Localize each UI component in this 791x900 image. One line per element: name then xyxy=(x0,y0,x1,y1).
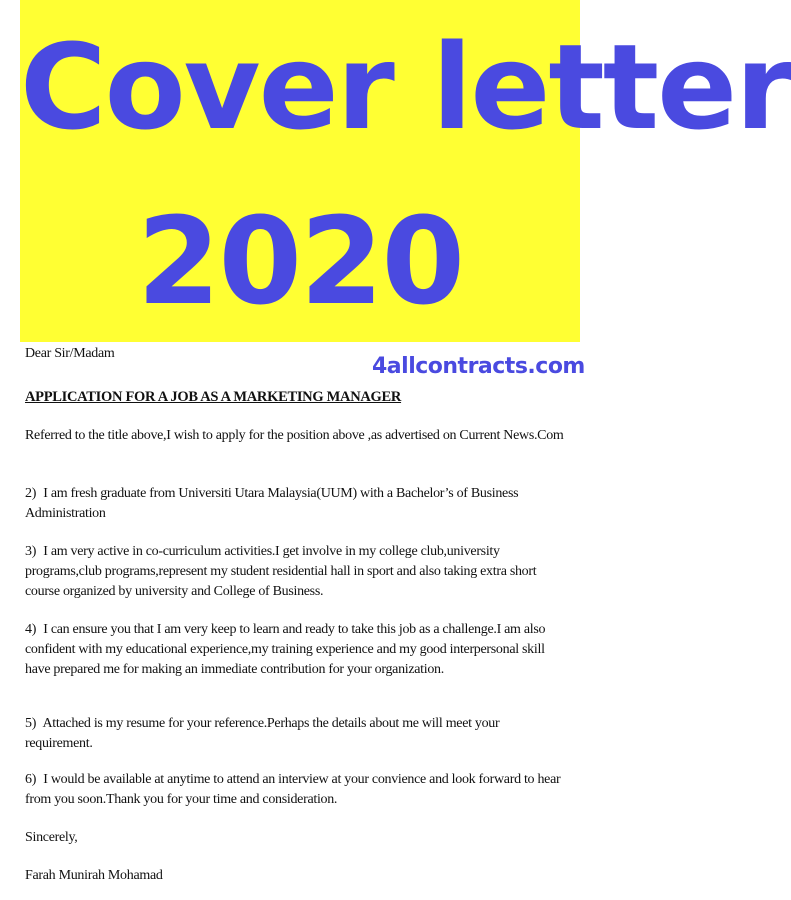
site-watermark: 4allcontracts.com xyxy=(372,354,585,379)
paragraph-number: 5) xyxy=(25,716,37,731)
banner-year: 2020 xyxy=(137,193,463,332)
paragraph-text: Attached is my resume for your reference.Perhaps the details about me will meet your requirement. xyxy=(25,716,500,751)
letter-subject: APPLICATION FOR A JOB AS A MARKETING MANAGER xyxy=(25,389,402,405)
paragraph-4 xyxy=(25,620,565,680)
paragraph-2 xyxy=(25,484,565,524)
paragraph-text: I would be available at anytime to attend an interview at your convience and look forward to hear from you soon.Thank you for your time and consideration. xyxy=(25,772,561,807)
salutation: Dear Sir/Madam xyxy=(25,346,115,361)
banner-title: Cover letter xyxy=(20,18,791,156)
title-banner xyxy=(20,0,791,342)
paragraph-number: 3) xyxy=(25,544,37,559)
paragraph-3 xyxy=(25,542,565,602)
paragraph-text: I can ensure you that I am very keep to learn and ready to take this job as a challenge.I am also confident with my educational experience,my training experience and my good interpersonal skill have prepared me for making an immediate contribution for your organization. xyxy=(25,622,546,677)
paragraph-5 xyxy=(25,714,565,754)
paragraph-text: I am very active in co-curriculum activities.I get involve in my college club,university programs,club programs,represent my student residential hall in sport and also taking extra short course organized by university and College of Business. xyxy=(25,544,537,599)
paragraph-number: 4) xyxy=(25,622,37,637)
closing: Sincerely, xyxy=(25,830,78,845)
paragraph-number: 6) xyxy=(25,772,37,787)
intro-paragraph: Referred to the title above,I wish to apply for the position above ,as advertised on Current News.Com xyxy=(25,428,564,443)
paragraph-6 xyxy=(25,770,565,810)
paragraph-text: I am fresh graduate from Universiti Utara Malaysia(UUM) with a Bachelor’s of Business Administration xyxy=(25,486,519,521)
signature-name: Farah Munirah Mohamad xyxy=(25,868,163,883)
paragraph-number: 2) xyxy=(25,486,37,501)
